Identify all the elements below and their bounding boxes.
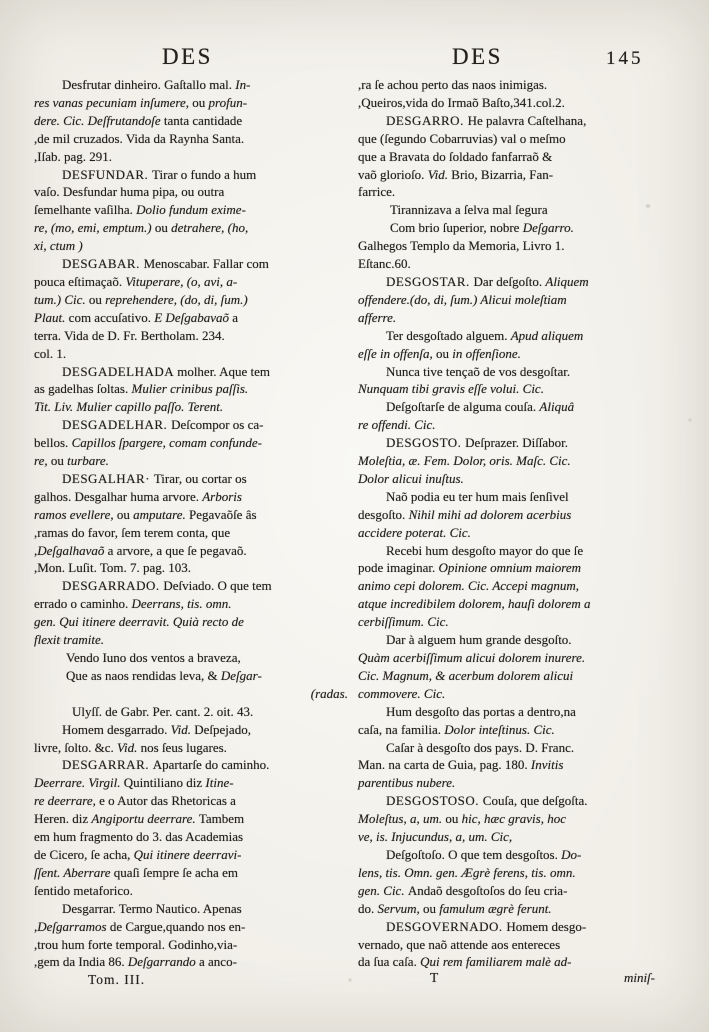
paragraph [34,900,348,972]
text-run: Vid. [117,739,141,755]
paragraph [34,685,348,703]
paragraph [358,434,658,488]
paragraph [72,703,348,721]
paragraph [34,166,348,256]
text-run: Dolor inteſtinus. Cic. [444,721,555,737]
text-run: dere. Cic. Deſfrutandoſe [34,112,164,128]
text-run: Desfrutar dinheiro. Gaſtallo mal. [62,77,236,92]
text-run: ,Deſgalhavaõ [34,542,108,558]
text-run: xi, ctum ) [34,238,83,254]
text-run: Qui itinere deerravi- [133,846,242,862]
entry-headword: DESGADELHAR. [62,417,172,433]
text-run: Brio, Bizarria, Fan- [451,166,554,182]
text-run: profun- [208,94,248,110]
text-run: commovere. Cic. [358,685,446,701]
text-run: Com brio ſuperior, nobre [390,220,523,236]
text-run: Tit. Liv. Mulier capillo paſſo. Terent. [34,399,224,415]
entry-headword: DESGOSTOSO. [386,793,483,809]
text-run: (radas. [310,685,348,701]
entry-headword: DESGADELHADA [62,363,178,379]
volume-label: Tom. III. [88,972,146,987]
text-run: Pegavaõſe âs [189,506,257,522]
text-run: Servum, [377,900,423,916]
text-run: Nunquam tibi gravis eſſe volui. Cic. [358,381,544,397]
text-run: Deſprazer. Diſſabor. [465,435,569,451]
text-run: farrice. [358,184,396,200]
paragraph [358,112,658,202]
text-run: ou [192,94,209,110]
text-run: Aliquâ [539,399,575,415]
paragraph [358,918,658,972]
text-run: Deſgarrando [127,954,200,970]
text-run: Caſar à desgoſto dos pays. D. Franc. [386,739,575,755]
text-run: parentibus nubere. [358,775,456,791]
paragraph [34,76,348,166]
text-run: bellos. [34,435,72,451]
text-run: Eſtanc.60. [358,256,411,272]
text-run: re, (mo, emi, emptum.) [34,220,155,236]
text-run: ou [445,811,462,827]
text-run: Deerrare. Virgil. [34,775,124,791]
text-run: Ter desgoſtado alguem. [386,327,511,343]
text-run: lens, tis. Omn. gen. Ægrè ferens, tis. omn. [358,864,576,880]
text-run: reprehendere, (do, di, ſum.) [105,291,248,307]
text-run: Homem desgarrado. [62,721,171,737]
paragraph [34,721,348,757]
text-run: Tambem [198,811,245,827]
text-run: Que as naos rendidas leva, & [66,667,221,683]
paragraph [358,76,658,112]
text-run: eſſe in offenſa, [358,345,436,361]
text-run: Cic. Magnum, & acerbum dolorem alicui [358,667,574,683]
entry-headword: DESGABAR. [62,256,144,272]
text-run: ,Mon. Luſit. Tom. 7. pag. 103. [34,560,192,576]
text-run: Deſgoſtarſe de alguma couſa. [386,399,540,415]
text-run: a anco- [199,954,237,970]
text-run: Do- [561,846,582,862]
text-run: em hum fragmento do 3. das Academias [34,829,244,845]
text-run: ,gem da India 86. [34,954,128,970]
text-run: as gadelhas ſoltas. [34,381,132,397]
text-run: famulum ægrè ferunt. [439,900,552,916]
text-run: Qui rem familiarem malè ad- [420,954,572,970]
text-run: pouca eſtimaçaõ. [34,273,126,289]
text-run: re offendi. Cic. [358,417,436,433]
text-run: quaſi ſempre ſe acha em [113,864,238,880]
text-run: Arboris [202,488,242,504]
text-run: Vid. [170,721,195,737]
text-run: E Deſgabavaõ [154,309,233,325]
text-run: animo cepi dolorem. Cic. Accepi magnum, [358,578,579,594]
text-run: ou [435,345,453,361]
text-run: gen. Cic. [358,882,408,898]
text-run: ſemelhante vaſilha. [34,202,137,218]
paragraph [358,703,658,739]
text-run: in offenſione. [452,345,521,361]
text-run: ou [116,506,134,522]
text-run: Menoscabar. Fallar com [143,256,269,272]
text-run: Vid. [427,166,452,182]
text-run: res vanas pecuniam inſumere, [34,94,193,110]
text-run: ſſent. Aberrare [34,864,114,880]
text-run: ramos evellere, [34,506,117,522]
text-run: ,Deſgarramos [34,918,110,934]
text-run: Heren. diz [34,811,92,827]
text-run: vaõ glorioſo. [358,166,428,182]
text-run: terra. Vida de D. Fr. Bertholam. 234. [34,327,225,343]
text-run: da ſua caſa. [358,954,421,970]
text-run: Deerrans, tis. omn. [131,596,232,612]
text-run: Dar deſgoſto. [473,273,546,289]
text-run: e o Autor das Rhetoricas a [99,793,236,809]
text-run: flexit tramite. [34,632,105,648]
text-run: Ulyſſ. de Gabr. Per. cant. 2. oit. 43. [72,703,254,719]
paragraph [358,237,658,273]
paragraph [358,542,658,632]
text-run: Capillos ſpargere, comam confunde- [71,435,262,451]
text-run: re, [34,453,51,469]
text-run: Dolio fundum exime- [136,202,246,218]
paragraph [358,631,658,703]
text-run: Moleſtia, æ. Fem. Dolor, oris. Maſc. Cic. [358,453,571,469]
entry-headword: DESGOSTAR. [386,273,474,289]
entry-headword: DESGALHAR· [62,470,154,486]
text-run: vernado, que naõ attende aos entereces [358,936,561,952]
text-run: molher. Aque tem [177,363,270,379]
text-run: nos ſeus lugares. [140,739,227,755]
paragraph [358,792,658,846]
text-run: galhos. Desgalhar huma arvore. [34,488,203,504]
text-run: do. [358,900,378,916]
text-run: Quàm acerbiſſimum alicui dolorem inurere. [358,650,586,665]
text-run: Angiportu deerrare. [91,811,199,827]
entry-headword: DESGOSTO. [386,435,466,451]
text-run: Moleſtus, a, um. [358,811,446,827]
text-run: a [232,309,238,325]
paragraph [34,756,348,899]
paragraph [358,327,658,363]
text-run: Desgarrar. Termo Nautico. Apenas [62,900,242,916]
text-run: ,ramas do favor, ſem terem conta, que [34,524,231,540]
text-run: Nihil mihi ad dolorem acerbius [408,506,572,522]
paragraph [34,416,348,470]
text-run: offendere.(do, di, ſum.) Alicui moleſtiam [358,291,567,307]
text-run: He palavra Caſtelhana, [467,112,587,128]
text-run: ſentido metaforico. [34,882,133,898]
entry-headword: DESGARRAR. [62,757,153,773]
text-run: Homem desgo- [506,918,587,934]
text-run: Galhegos Templo da Memoria, Livro 1. [358,238,565,254]
text-run: gen. Qui itinere deerravit. Quià recto de [34,614,244,630]
text-run: ve, is. Injucundus, a, um. Cic, [358,829,513,845]
text-run: de Cargue,quando nos en- [109,918,246,934]
paragraph [358,739,658,793]
text-run: Deſgoſtoſo. O que tem desgoſtos. [386,846,562,862]
paragraph [358,273,658,327]
running-head-right: DES [452,44,503,69]
text-run: Tirar, ou cortar os [153,470,247,486]
paragraph [66,649,348,685]
text-run: Aliquem [545,273,589,289]
text-run: errado o caminho. [34,596,132,612]
text-run: Invitis [530,757,564,773]
text-run: Apartarſe do caminho. [152,757,270,773]
text-run: de Cicero, ſe acha, [34,846,134,862]
text-run: Deſpejado, [194,721,251,737]
text-run: Dar à alguem hum grande desgoſto. [386,632,572,648]
text-run: accidere poterat. Cic. [358,524,471,540]
text-run: Deſgar- [220,667,262,683]
signature-mark: T [430,970,439,985]
text-run: tanta cantidade [163,112,243,128]
text-run: ,trou hum forte temporal. Godinho,via- [34,936,238,952]
paragraph [34,255,348,362]
entry-headword: DESFUNDAR. [62,166,153,182]
paragraph [358,398,658,434]
text-run: Tirar o fundo a hum [152,166,257,182]
text-run: ,Queiros,vida do Irmaõ Baſto,341.col.2. [358,94,565,110]
text-run: Couſa, que deſgoſta. [482,793,588,809]
entry-headword: DESGARRADO. [62,578,164,594]
text-run: atque incredibilem dolorem, hauſi dolorem a [358,596,591,612]
text-run: Andaõ desgoſtoſos do ſeu cria- [407,882,568,898]
text-run: Itine- [205,775,234,791]
text-run: Vendo Iuno dos ventos a braveza, [66,650,241,665]
text-run: caſa, na familia. [358,721,445,737]
text-run: que (ſegundo Cobarruvias) val o meſmo [358,130,566,146]
entry-headword: DESGARRO. [386,112,468,128]
text-run: Deſviado. O que tem [163,578,272,594]
text-run: Plaut. [34,309,69,325]
text-run: cerbiſſimum. Cic. [358,614,449,630]
paragraph [358,846,658,918]
text-run: com accuſativo. [68,309,155,325]
text-run: ou [88,291,106,307]
text-run: ,ra ſe achou perto das naos inimigas. [358,77,548,92]
paragraph [34,363,348,417]
text-run: detrahere, (ho, [171,220,249,236]
text-run: re deerrare, [34,793,100,809]
text-run: Deſgarro. [522,220,574,236]
text-run: Mulier crinibus paſſis. [131,381,249,397]
text-run: In- [235,77,251,92]
text-column-right [358,76,658,971]
text-run: ,Iſab. pag. 291. [34,148,112,164]
paragraph [358,488,658,542]
text-run: vaſo. Desfundar huma pipa, ou outra [34,184,225,200]
text-run: ou [50,453,68,469]
text-run: tum.) Cic. [34,291,89,307]
entry-headword: DESGOVERNADO. [386,918,507,934]
paragraph [358,363,658,399]
text-run: Naõ podia eu ter hum mais ſenſivel [386,488,569,504]
page-number: 145 [606,48,644,69]
catchword: miniſ- [623,970,655,985]
text-run: ou [423,900,440,916]
text-run: Man. na carta de Guia, pag. 180. [358,757,531,773]
text-run: Opinione omnium maiorem [438,560,582,576]
text-run: col. 1. [34,345,67,361]
text-run: desgoſto. [358,506,409,522]
text-run: Hum desgoſto das portas a dentro,na [386,703,576,719]
paragraph [34,470,348,577]
text-column-left [34,76,348,971]
paragraph [390,201,658,237]
text-run: hic, hæc gravis, hoc [461,811,566,827]
text-run: Dolor alicui inuſtus. [358,470,464,486]
text-run: pode imaginar. [358,560,439,576]
text-run: turbare. [67,453,109,469]
text-run: livre, ſolto. &c. [34,739,118,755]
paragraph [34,577,348,649]
text-run: a arvore, a que ſe pegavaõ. [107,542,247,558]
text-run: Tirannizava a ſelva mal ſegura [390,202,548,218]
text-run: Apud aliquem [510,327,584,343]
text-run: Deſcompor os ca- [171,417,264,433]
text-run: que a Bravata do ſoldado fanfarraõ & [358,148,553,164]
text-run: ,de mil cruzados. Vida da Raynha Santa. [34,130,245,146]
text-run: amputare. [133,506,190,522]
running-head-left: DES [162,44,213,69]
text-run: Vituperare, (o, avi, a- [125,273,238,289]
text-run: Recebi hum desgoſto mayor do que ſe [386,542,584,558]
text-run: ou [154,220,172,236]
text-run: afferre. [358,309,397,325]
text-run: Nunca tive tençaõ de vos desgoſtar. [386,363,571,379]
text-run: Quintiliano diz [123,775,206,791]
